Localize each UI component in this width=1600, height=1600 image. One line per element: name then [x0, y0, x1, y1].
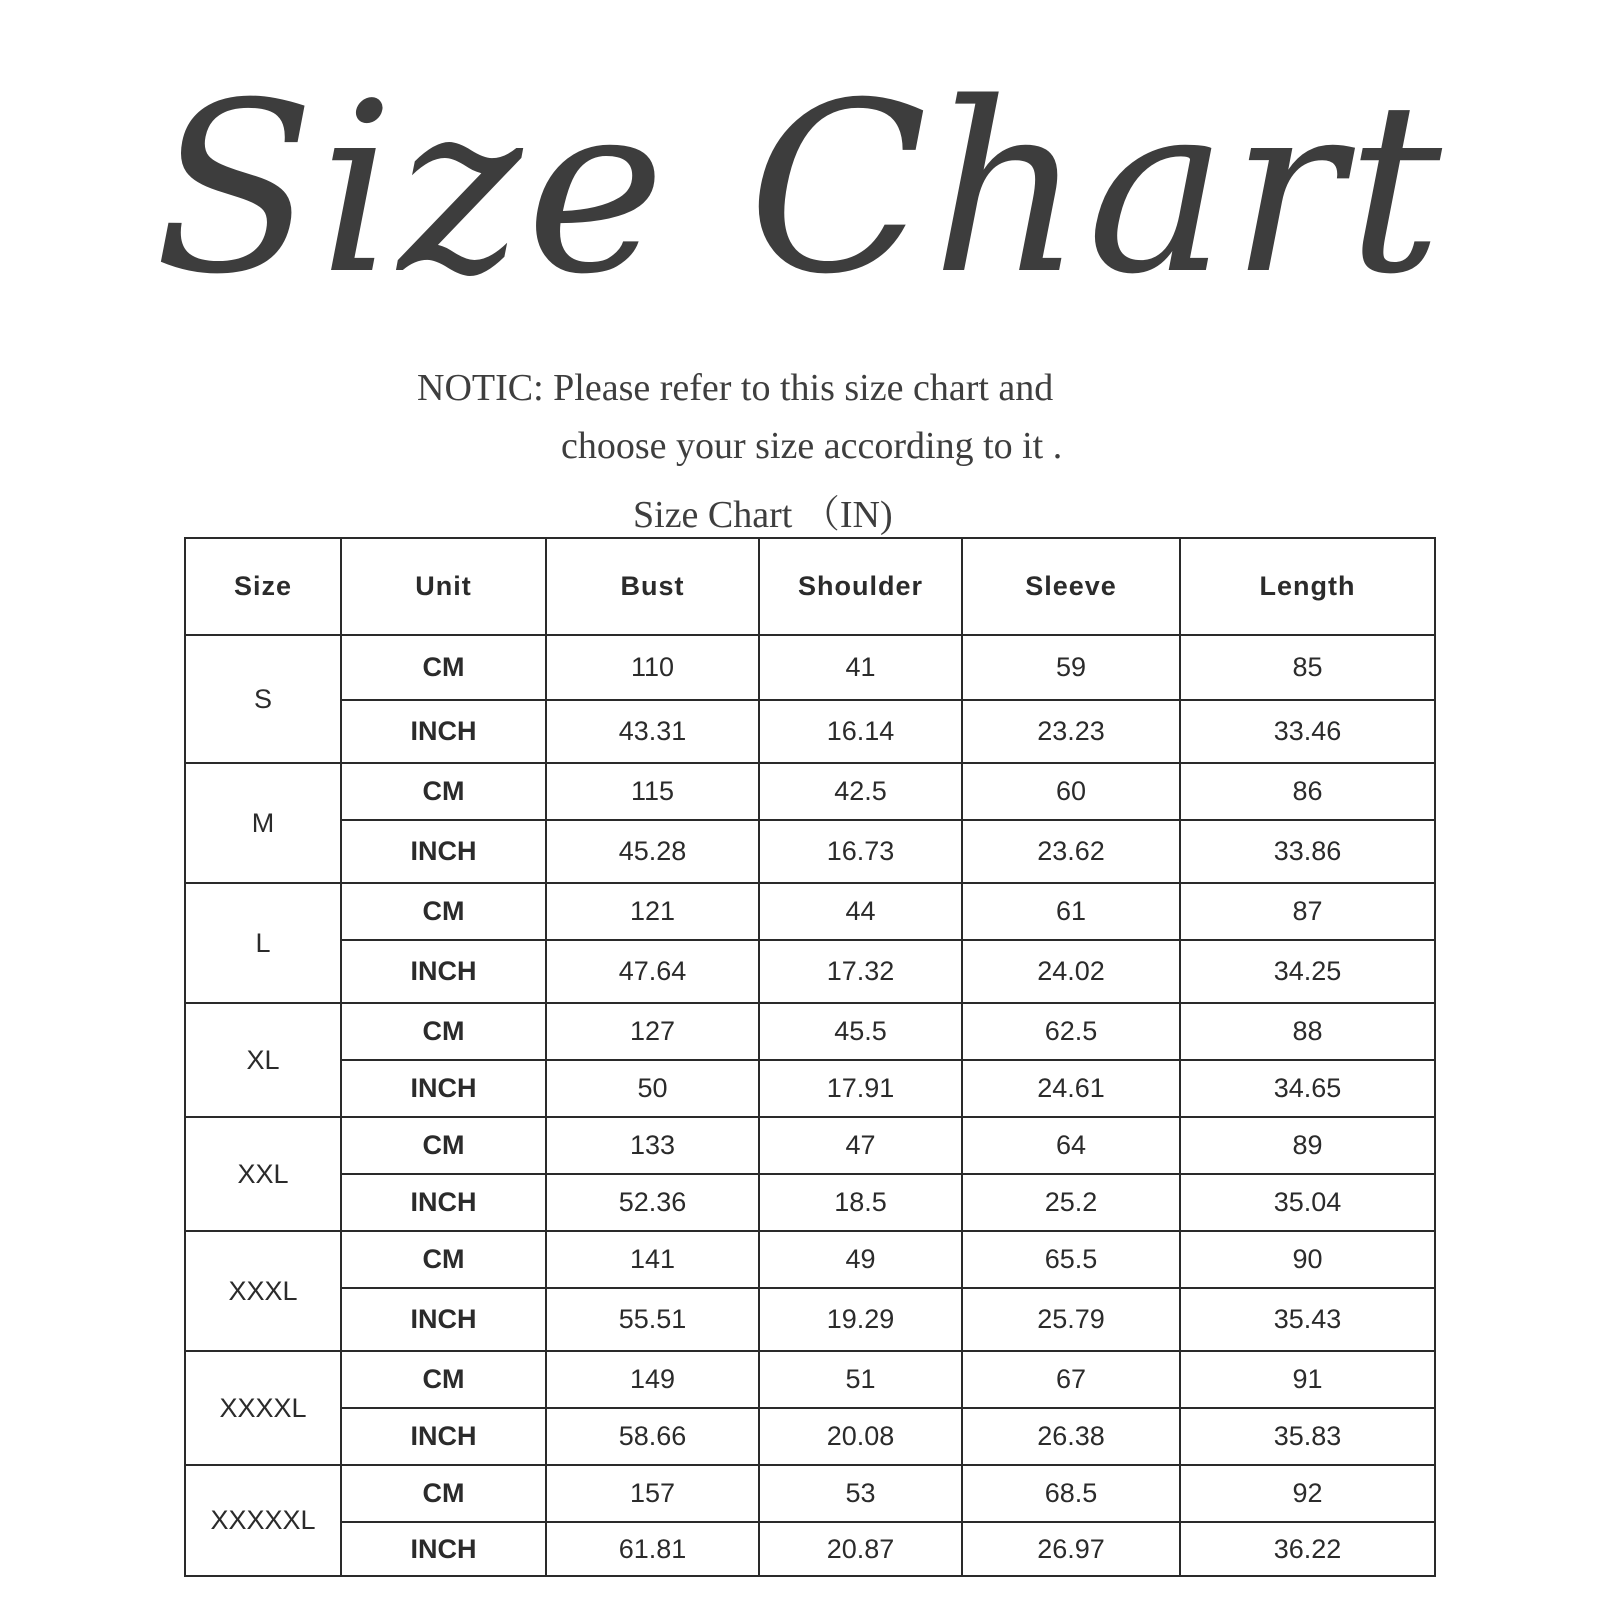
bust-cell: 45.28	[546, 820, 759, 883]
length-cell: 34.25	[1180, 940, 1435, 1003]
table-row	[185, 1003, 1435, 1060]
bust-cell: 50	[546, 1060, 759, 1117]
sleeve-cell: 24.02	[962, 940, 1180, 1003]
length-cell: 86	[1180, 763, 1435, 820]
sleeve-cell: 59	[962, 635, 1180, 700]
size-cell: XXXL	[185, 1231, 341, 1351]
bust-cell: 110	[546, 635, 759, 700]
unit-cell: INCH	[341, 1408, 546, 1465]
sleeve-cell: 60	[962, 763, 1180, 820]
table-row	[185, 1408, 1435, 1465]
bust-cell: 149	[546, 1351, 759, 1408]
length-cell: 89	[1180, 1117, 1435, 1174]
length-cell: 88	[1180, 1003, 1435, 1060]
header-size: Size	[185, 538, 341, 635]
length-cell: 35.83	[1180, 1408, 1435, 1465]
length-cell: 36.22	[1180, 1522, 1435, 1576]
sleeve-cell: 23.62	[962, 820, 1180, 883]
table-row	[185, 635, 1435, 700]
sleeve-cell: 64	[962, 1117, 1180, 1174]
unit-cell: INCH	[341, 1174, 546, 1231]
shoulder-cell: 16.73	[759, 820, 962, 883]
shoulder-cell: 19.29	[759, 1288, 962, 1351]
bust-cell: 127	[546, 1003, 759, 1060]
shoulder-cell: 45.5	[759, 1003, 962, 1060]
size-cell: XXL	[185, 1117, 341, 1231]
shoulder-cell: 20.87	[759, 1522, 962, 1576]
bust-cell: 55.51	[546, 1288, 759, 1351]
bust-cell: 121	[546, 883, 759, 940]
sleeve-cell: 67	[962, 1351, 1180, 1408]
unit-cell: CM	[341, 1117, 546, 1174]
shoulder-cell: 16.14	[759, 700, 962, 763]
unit-cell: CM	[341, 635, 546, 700]
header-length: Length	[1180, 538, 1435, 635]
unit-cell: INCH	[341, 820, 546, 883]
sleeve-cell: 24.61	[962, 1060, 1180, 1117]
sleeve-cell: 68.5	[962, 1465, 1180, 1522]
table-row	[185, 763, 1435, 820]
unit-cell: INCH	[341, 1060, 546, 1117]
sleeve-cell: 25.79	[962, 1288, 1180, 1351]
length-cell: 33.86	[1180, 820, 1435, 883]
size-cell: L	[185, 883, 341, 1003]
length-cell: 35.04	[1180, 1174, 1435, 1231]
table-row	[185, 1465, 1435, 1522]
size-cell: S	[185, 635, 341, 763]
table-row	[185, 1231, 1435, 1288]
bust-cell: 61.81	[546, 1522, 759, 1576]
table-row	[185, 820, 1435, 883]
sleeve-cell: 25.2	[962, 1174, 1180, 1231]
table-row	[185, 1288, 1435, 1351]
shoulder-cell: 47	[759, 1117, 962, 1174]
unit-cell: INCH	[341, 700, 546, 763]
table-row	[185, 940, 1435, 1003]
shoulder-cell: 41	[759, 635, 962, 700]
size-cell: XXXXXL	[185, 1465, 341, 1576]
size-cell: XXXXL	[185, 1351, 341, 1465]
header-unit: Unit	[341, 538, 546, 635]
unit-cell: CM	[341, 1465, 546, 1522]
bust-cell: 133	[546, 1117, 759, 1174]
shoulder-cell: 44	[759, 883, 962, 940]
length-cell: 85	[1180, 635, 1435, 700]
bust-cell: 52.36	[546, 1174, 759, 1231]
table-row	[185, 1117, 1435, 1174]
shoulder-cell: 51	[759, 1351, 962, 1408]
sleeve-cell: 62.5	[962, 1003, 1180, 1060]
sleeve-cell: 65.5	[962, 1231, 1180, 1288]
table-row	[185, 1060, 1435, 1117]
unit-cell: CM	[341, 1003, 546, 1060]
header-bust: Bust	[546, 538, 759, 635]
length-cell: 34.65	[1180, 1060, 1435, 1117]
unit-cell: INCH	[341, 940, 546, 1003]
length-cell: 87	[1180, 883, 1435, 940]
bust-cell: 141	[546, 1231, 759, 1288]
shoulder-cell: 18.5	[759, 1174, 962, 1231]
unit-cell: INCH	[341, 1522, 546, 1576]
table-row	[185, 1351, 1435, 1408]
unit-cell: INCH	[341, 1288, 546, 1351]
length-cell: 92	[1180, 1465, 1435, 1522]
sleeve-cell: 26.97	[962, 1522, 1180, 1576]
table-row	[185, 1522, 1435, 1576]
bust-cell: 157	[546, 1465, 759, 1522]
unit-cell: CM	[341, 763, 546, 820]
sleeve-cell: 61	[962, 883, 1180, 940]
page-title: Size Chart	[154, 53, 1446, 326]
shoulder-cell: 49	[759, 1231, 962, 1288]
header-sleeve: Sleeve	[962, 538, 1180, 635]
bust-cell: 43.31	[546, 700, 759, 763]
bust-cell: 47.64	[546, 940, 759, 1003]
sleeve-cell: 26.38	[962, 1408, 1180, 1465]
shoulder-cell: 42.5	[759, 763, 962, 820]
length-cell: 35.43	[1180, 1288, 1435, 1351]
table-row	[185, 1174, 1435, 1231]
notice-line-1: NOTIC: Please refer to this size chart and	[417, 367, 1054, 409]
table-subtitle: Size Chart （IN)	[633, 494, 893, 536]
bust-cell: 58.66	[546, 1408, 759, 1465]
sleeve-cell: 23.23	[962, 700, 1180, 763]
unit-cell: CM	[341, 1231, 546, 1288]
notice-line-2: choose your size according to it .	[561, 425, 1063, 467]
length-cell: 33.46	[1180, 700, 1435, 763]
length-cell: 91	[1180, 1351, 1435, 1408]
table-row	[185, 883, 1435, 940]
shoulder-cell: 17.91	[759, 1060, 962, 1117]
size-cell: XL	[185, 1003, 341, 1117]
shoulder-cell: 17.32	[759, 940, 962, 1003]
length-cell: 90	[1180, 1231, 1435, 1288]
shoulder-cell: 53	[759, 1465, 962, 1522]
unit-cell: CM	[341, 1351, 546, 1408]
bust-cell: 115	[546, 763, 759, 820]
shoulder-cell: 20.08	[759, 1408, 962, 1465]
table-body	[185, 635, 1435, 1576]
table-header-row	[185, 538, 1435, 635]
header-shoulder: Shoulder	[759, 538, 962, 635]
size-cell: M	[185, 763, 341, 883]
size-table	[184, 537, 1436, 1577]
unit-cell: CM	[341, 883, 546, 940]
table-row	[185, 700, 1435, 763]
